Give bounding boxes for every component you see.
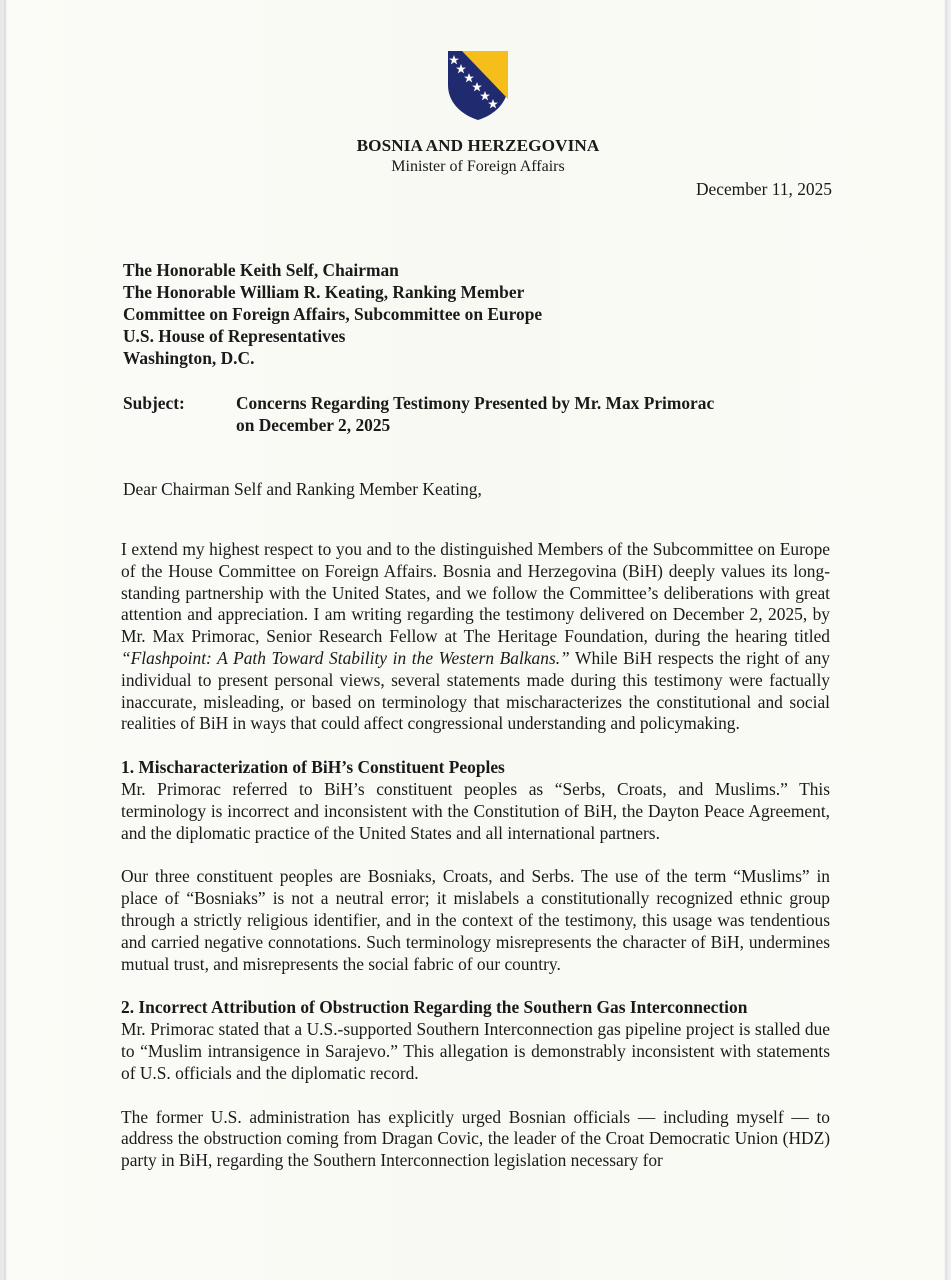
section-gas-interconnection: [121, 997, 830, 1172]
intro-text: While BiH respects the right of any individual to present personal views, several statements made during this testimony were factually inaccurate, misleading, or based on terminology that mischaracterizes the constitutional and social realities of BiH in ways that could affect congressional understanding and policymaking.: [121, 647, 830, 734]
recipient-address: [123, 259, 542, 369]
recipient-line: The Honorable Keith Self, Chairman: [123, 260, 399, 280]
section-constituent-peoples: [121, 757, 830, 975]
intro-text: I extend my highest respect to you and to the distinguished Members of the Subcommittee on Europe of the House Committee on Foreign Affairs. Bosnia and Herzegovina (BiH) deeply values its long-standing partnership with the United States, and we follow the Committee’s deliberations with great attention and appreciation. I am writing regarding the testimony delivered on December 2, 2025, by Mr. Max Primorac, Senior Research Fellow at The Heritage Foundation, during the hearing titled: [121, 539, 830, 647]
hearing-title: “Flashpoint: A Path Toward Stability in the Western Balkans.”: [121, 647, 570, 668]
intro-paragraph: [121, 539, 830, 735]
subject-label: Subject:: [123, 393, 185, 413]
section-heading: 2. Incorrect Attribution of Obstruction Regarding the Southern Gas Interconnection: [121, 997, 748, 1018]
letter-body: [121, 539, 830, 1194]
letter-date: December 11, 2025: [695, 179, 832, 199]
section-paragraph: Mr. Primorac stated that a U.S.-supported Southern Interconnection gas pipeline project is stalled due to “Muslim intransigence in Sarajevo.” This allegation is demonstrably inconsistent with statements of U.S. officials and the diplomatic record.: [121, 1019, 830, 1083]
letterhead-country: BOSNIA AND HERZEGOVINA: [356, 136, 600, 155]
section-paragraph: Our three constituent peoples are Bosniaks, Croats, and Serbs. The use of the term “Muslims” in place of “Bosniaks” is not a neutral error; it mislabels a constitutionally recognized ethnic group through a strictly religious identifier, and in the context of the testimony, this usage was tendentious and carried negative connotations. Such terminology misrepresents the character of BiH, undermines mutual trust, and misrepresents the social fabric of our country.: [121, 866, 830, 974]
subject-line: on December 2, 2025: [236, 415, 391, 435]
salutation: Dear Chairman Self and Ranking Member Keating,: [123, 479, 482, 499]
letterhead-office: Minister of Foreign Affairs: [391, 158, 565, 175]
subject-block: [123, 392, 796, 436]
subject-text: [236, 392, 796, 436]
section-paragraph: Mr. Primorac referred to BiH’s constituent peoples as “Serbs, Croats, and Muslims.” This terminology is incorrect and inconsistent with the Constitution of BiH, the Dayton Peace Agreement, and the diplomatic practice of the United States and all international partners.: [121, 778, 830, 843]
section-heading: 1. Mischaracterization of BiH’s Constituent Peoples: [121, 757, 505, 778]
recipient-line: Washington, D.C.: [123, 348, 255, 368]
recipient-line: Committee on Foreign Affairs, Subcommittee on Europe: [123, 304, 543, 324]
recipient-line: The Honorable William R. Keating, Ranking Member: [123, 282, 525, 302]
recipient-line: U.S. House of Representatives: [123, 326, 346, 346]
section-paragraph: The former U.S. administration has explicitly urged Bosnian officials — including myself — to address the obstruction coming from Dragan Covic, the leader of the Croat Democratic Union (HDZ) party in BiH, regarding the Southern Interconnection legislation necessary for: [121, 1106, 830, 1171]
coat-of-arms-icon: [446, 49, 510, 121]
subject-line: Concerns Regarding Testimony Presented by Mr. Max Primorac: [236, 393, 715, 413]
